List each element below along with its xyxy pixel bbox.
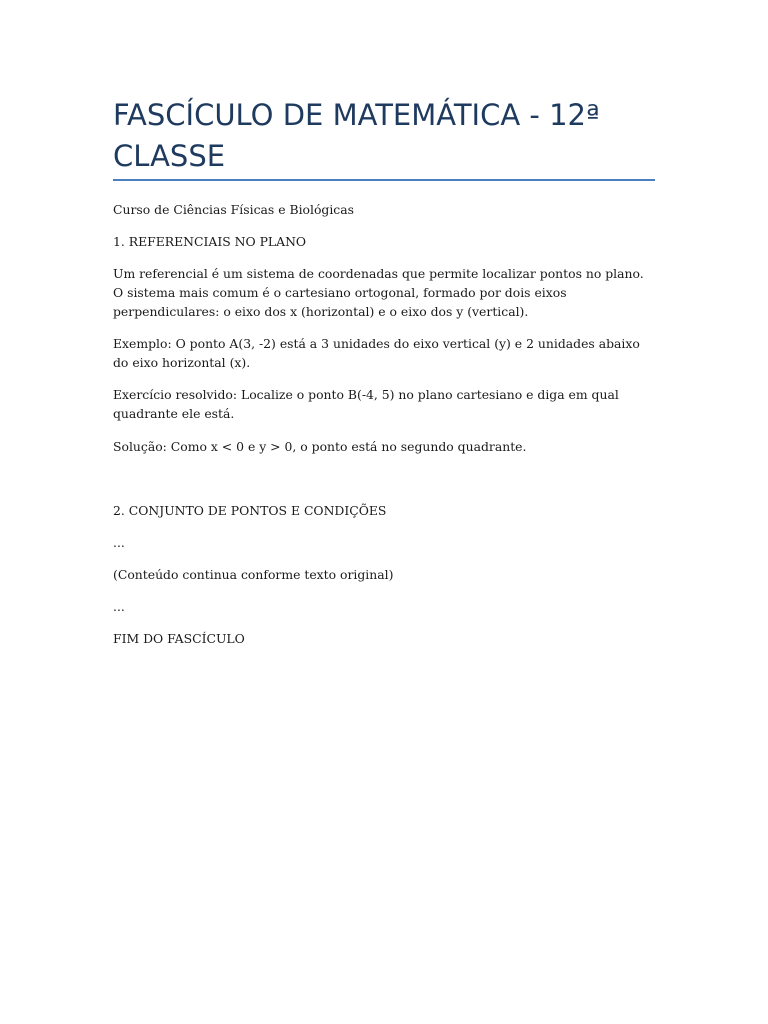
section-heading-conjunto: 2. CONJUNTO DE PONTOS E CONDIÇÕES (113, 503, 387, 518)
paragraph-continuation-note: (Conteúdo continua conforme texto original) (113, 567, 394, 582)
title-underline-divider (113, 179, 655, 181)
paragraph-end-marker: FIM DO FASCÍCULO (113, 631, 245, 646)
paragraph-solution: Solução: Como x < 0 e y > 0, o ponto está no segundo quadrante. (113, 439, 527, 454)
paragraph-example: Exemplo: O ponto A(3, -2) está a 3 unidades do eixo vertical (y) e 2 unidades abaixo do eixo horizontal (x). (113, 336, 640, 370)
document-title: FASCÍCULO DE MATEMÁTICA - 12ª CLASSE (113, 98, 600, 173)
paragraph-referencial-definition: Um referencial é um sistema de coordenadas que permite localizar pontos no plano. O sistema mais comum é o cartesiano ortogonal, formado por dois eixos perpendiculares: o eixo dos x (horizontal) e o eixo dos y (vertical). (113, 266, 644, 319)
paragraph-solved-exercise: Exercício resolvido: Localize o ponto B(-4, 5) no plano cartesiano e diga em qual quadrante ele está. (113, 387, 619, 421)
course-subtitle: Curso de Ciências Físicas e Biológicas (113, 202, 354, 217)
section-heading-referenciais: 1. REFERENCIAIS NO PLANO (113, 234, 307, 249)
ellipsis-line: ... (113, 535, 125, 550)
ellipsis-line: ... (113, 599, 125, 614)
